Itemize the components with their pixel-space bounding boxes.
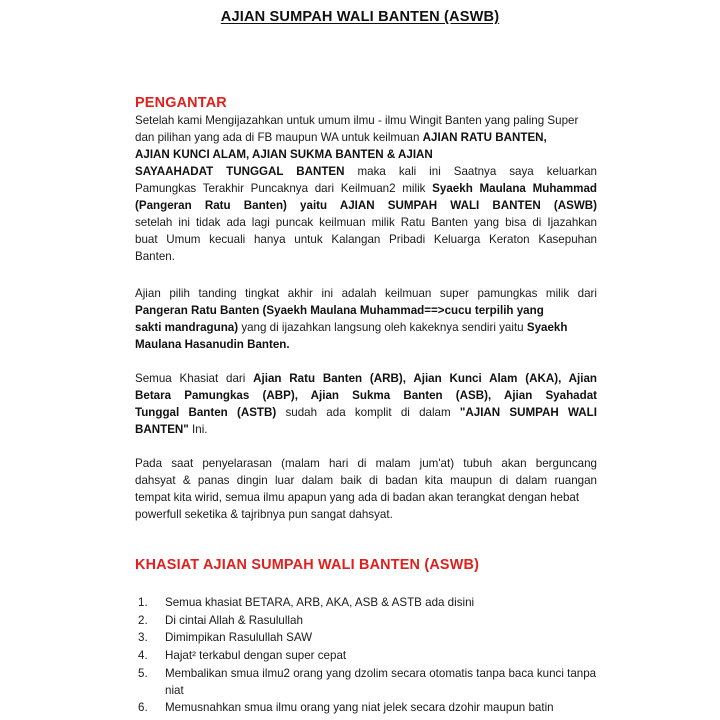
body-text: Pada saat penyelarasan (malam hari di malam jum'at) tubuh akan berguncang xyxy=(135,457,597,470)
body-text: sudah ada komplit di dalam xyxy=(276,406,460,419)
body-text: setelah ini tidak ada lagi puncak keilmuan milik Ratu Banten yang bisa di Ijazahkan xyxy=(135,216,597,229)
body-text: Pamungkas Terakhir Puncaknya dari Keilmuan2 milik xyxy=(135,182,433,195)
list-item xyxy=(135,595,605,612)
body-text: dan pilihan yang ada di FB maupun WA untuk keilmuan xyxy=(135,131,423,144)
body-text: Ajian pilih tanding tingkat akhir ini adalah keilmuan super pamungkas milik dari xyxy=(135,287,597,300)
list-item xyxy=(135,630,605,647)
bold-text: (Pangeran Ratu Banten) yaitu AJIAN SUMPAH WALI BANTEN (ASWB) xyxy=(135,199,597,212)
list-item xyxy=(135,613,605,630)
list-item-text: Membalikan smua ilmu2 orang yang dzolim secara otomatis tanpa baca kunci tanpa niat xyxy=(165,666,597,697)
document-title: AJIAN SUMPAH WALI BANTEN (ASWB) xyxy=(220,9,500,25)
paragraph-line xyxy=(135,472,597,489)
list-item-number: 1. xyxy=(138,596,148,609)
body-text: Ini. xyxy=(188,423,208,436)
paragraph-line xyxy=(135,112,597,129)
paragraph-line xyxy=(135,129,597,146)
bold-text: Pangeran Ratu Banten (Syaekh Maulana Muhammad==>cucu terpilih yang xyxy=(135,304,544,317)
paragraph-line xyxy=(135,248,597,265)
paragraph-line xyxy=(135,404,597,421)
bold-text: Syaekh Maulana Muhammad xyxy=(432,182,597,195)
khasiat-list xyxy=(135,595,605,718)
paragraph-line xyxy=(135,336,597,353)
paragraph-line xyxy=(135,180,597,197)
body-text: buat Umum kecuali hanya untuk Kalangan Pribadi Keluarga Keraton Kasepuhan xyxy=(135,233,597,246)
bold-text: "AJIAN SUMPAH WALI xyxy=(459,406,597,419)
list-item xyxy=(135,666,605,699)
paragraph-line xyxy=(135,421,597,438)
body-text: powerfull seketika & tajribnya pun sangat dahsyat. xyxy=(135,508,393,521)
paragraph-line xyxy=(135,489,597,506)
paragraph-line xyxy=(135,146,597,163)
list-item-text: Hajat² terkabul dengan super cepat xyxy=(165,649,347,663)
pengantar-paragraph-3 xyxy=(135,370,597,438)
bold-text: AJIAN RATU BANTEN, xyxy=(422,131,547,144)
paragraph-line xyxy=(135,285,597,302)
bold-text: Maulana Hasanudin Banten. xyxy=(135,338,290,351)
list-item xyxy=(135,700,605,717)
bold-text: Ajian Ratu Banten (ARB), Ajian Kunci Alam (AKA), Ajian xyxy=(253,372,597,385)
paragraph-line xyxy=(135,370,597,387)
list-item-text: Memusnahkan smua ilmu orang yang niat jelek secara dzohir maupun batin xyxy=(165,701,554,715)
bold-text: SAYAAHADAT TUNGGAL BANTEN xyxy=(135,165,345,178)
bold-text: Tunggal Banten (ASTB) xyxy=(135,406,277,419)
list-item-number: 5. xyxy=(138,666,148,680)
bold-text: AJIAN KUNCI ALAM, AJIAN SUKMA BANTEN & AJIAN xyxy=(135,148,433,161)
paragraph-line xyxy=(135,455,597,472)
body-text: yang di ijazahkan langsung oleh kakeknya sendiri yaitu xyxy=(238,321,527,334)
pengantar-paragraph-1 xyxy=(135,112,597,265)
bold-text: sakti mandraguna) xyxy=(135,321,239,334)
body-text: Setelah kami Mengijazahkan untuk umum ilmu - ilmu Wingit Banten yang paling Super xyxy=(135,114,579,127)
list-item-number: 4. xyxy=(138,649,148,663)
bold-text: Betara Pamungkas (ABP), Ajian Sukma Banten (ASB), Ajian Syahadat xyxy=(135,389,597,402)
bold-text: Syaekh xyxy=(526,321,568,334)
khasiat-heading: KHASIAT AJIAN SUMPAH WALI BANTEN (ASWB) xyxy=(135,557,480,573)
list-item-number: 6. xyxy=(138,701,148,715)
paragraph-line xyxy=(135,231,597,248)
paragraph-line xyxy=(135,387,597,404)
list-item-number: 3. xyxy=(138,631,148,645)
paragraph-line xyxy=(135,319,597,336)
paragraph-line xyxy=(135,302,597,319)
body-text: tempat kita wirid, semua ilmu apapun yang ada di badan akan terangkat dengan hebat xyxy=(135,491,580,504)
paragraph-line xyxy=(135,197,597,214)
paragraph-line xyxy=(135,506,597,523)
body-text: dahsyat & panas dingin luar dalam baik di badan kita maupun di dalam ruangan xyxy=(135,474,597,487)
list-item xyxy=(135,648,605,665)
list-item-text: Di cintai Allah & Rasulullah xyxy=(165,613,303,627)
body-text: Semua Khasiat dari xyxy=(135,372,254,385)
list-item-text: Semua khasiat BETARA, ARB, AKA, ASB & ASTB ada disini xyxy=(165,596,475,609)
list-item-number: 2. xyxy=(138,613,148,627)
pengantar-paragraph-4 xyxy=(135,455,597,523)
paragraph-line xyxy=(135,163,597,180)
paragraph-line xyxy=(135,214,597,231)
body-text: Banten. xyxy=(135,250,175,263)
pengantar-paragraph-2 xyxy=(135,285,597,353)
body-text: maka kali ini Saatnya saya keluarkan xyxy=(344,165,597,178)
pengantar-heading: PENGANTAR xyxy=(135,95,227,111)
list-item-text: Dimimpikan Rasulullah SAW xyxy=(165,631,313,645)
bold-text: BANTEN" xyxy=(135,423,189,436)
